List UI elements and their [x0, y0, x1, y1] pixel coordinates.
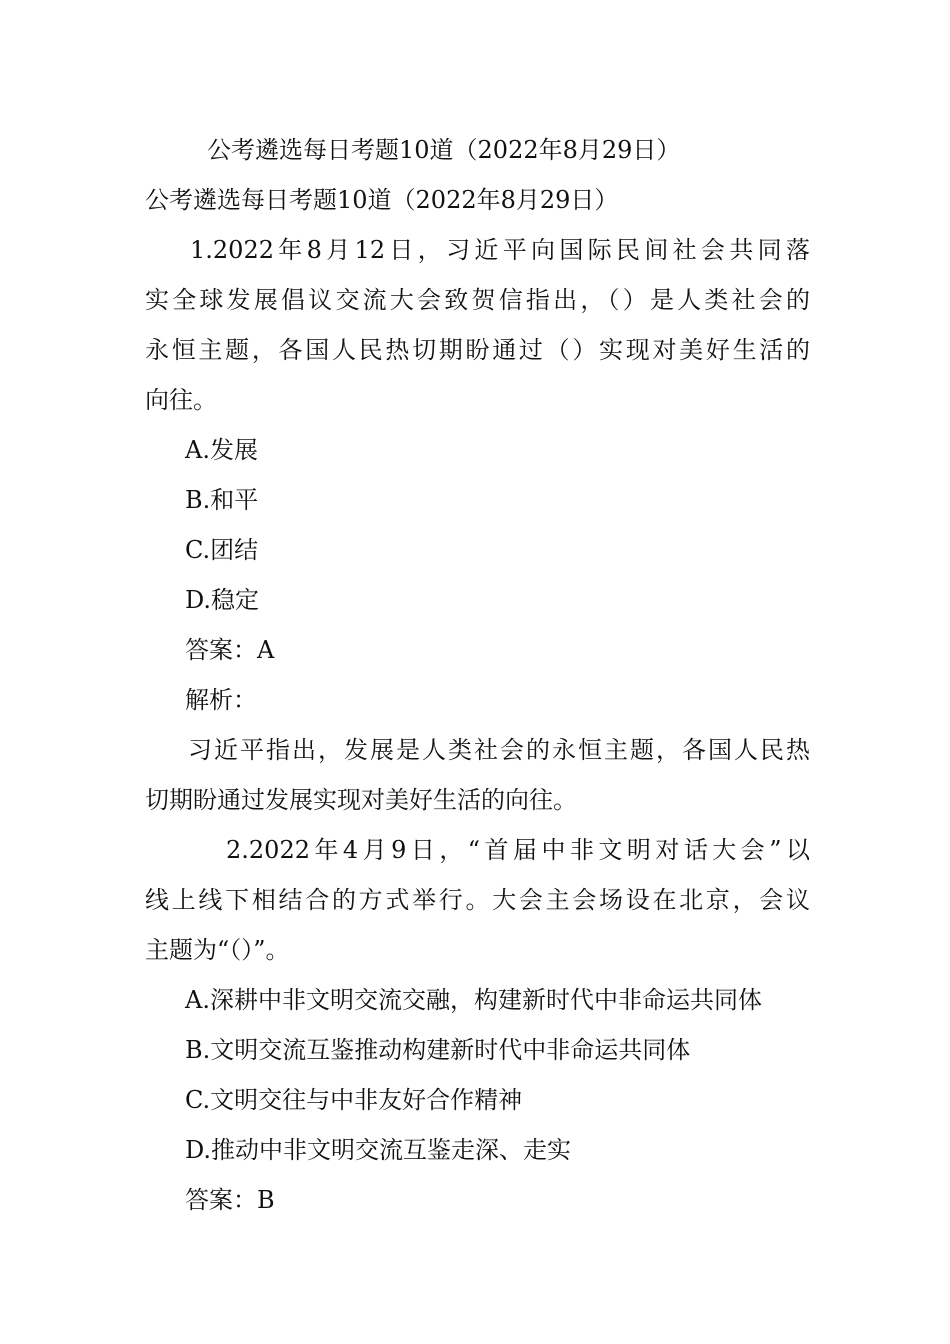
q1-analysis-line-1: 习近平指出，发展是人类社会的永恒主题，各国人民热 — [188, 736, 810, 764]
q2-answer: 答案：B — [185, 1186, 275, 1214]
q2-option-c: C.文明交往与中非友好合作精神 — [185, 1086, 523, 1114]
q1-stem-line-1: 1.2022年8月12日，习近平向国际民间社会共同落 — [190, 236, 810, 264]
q1-option-d: D.稳定 — [185, 586, 260, 614]
q1-option-c: C.团结 — [185, 536, 259, 564]
document-title: 公考遴选每日考题10道（2022年8月29日） — [207, 136, 681, 164]
q1-stem-line-2: 实全球发展倡议交流大会致贺信指出，（）是人类社会的 — [145, 286, 810, 314]
document-title-repeat: 公考遴选每日考题10道（2022年8月29日） — [145, 186, 619, 214]
q2-option-a: A.深耕中非文明交流交融，构建新时代中非命运共同体 — [185, 986, 762, 1014]
q2-stem-line-1: 2.2022年4月9日，“首届中非文明对话大会”以 — [226, 836, 810, 864]
q1-analysis-label: 解析： — [185, 686, 257, 714]
q1-option-b: B.和平 — [185, 486, 259, 514]
q2-stem-line-3: 主题为“（）”。 — [145, 936, 290, 964]
q2-option-b: B.文明交流互鉴推动构建新时代中非命运共同体 — [185, 1036, 691, 1064]
q1-analysis-line-2: 切期盼通过发展实现对美好生活的向往。 — [145, 786, 577, 814]
q2-option-d: D.推动中非文明交流互鉴走深、走实 — [185, 1136, 572, 1164]
q1-option-a: A.发展 — [185, 436, 258, 464]
q2-stem-line-2: 线上线下相结合的方式举行。大会主会场设在北京，会议 — [145, 886, 810, 914]
q1-stem-line-3: 永恒主题，各国人民热切期盼通过（）实现对美好生活的 — [145, 336, 810, 364]
q1-stem-line-4: 向往。 — [145, 386, 217, 414]
q1-answer: 答案：A — [185, 636, 275, 664]
